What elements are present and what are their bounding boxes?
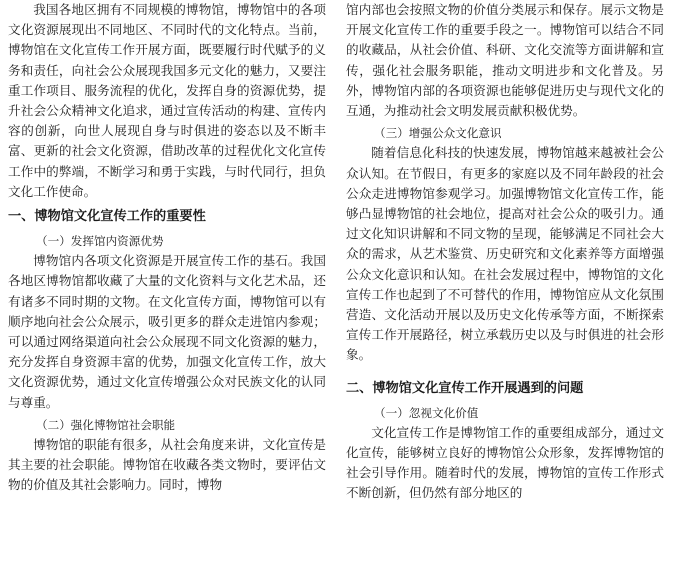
- subsection-heading-awareness: （三）增强公众文化意识: [374, 126, 502, 141]
- left-column: [8, 0, 326, 496]
- resources-paragraph: 博物馆内各项文化资源是开展宣传工作的基石。我国各地区博物馆都收藏了大量的文化资料与文化艺术品，还有诸多不同时期的文物。在文化宣传方面，博物馆可以有顺序地向社会公众展示，吸引更多的群众走进馆内参观；可以通过网络渠道向社会公众展现不同文化资源的魅力，充分发挥自身资源丰富的优势，加强文化宣传工作，放大文化资源优势，通过文化宣传增强公众对民族文化的认同与尊重。: [8, 253, 326, 410]
- section-heading-problems: 二、博物馆文化宣传工作开展遇到的问题: [346, 380, 584, 396]
- subsection-heading-cultural-value: （一）忽视文化价值: [374, 405, 479, 420]
- right-column: [346, 0, 664, 504]
- continued-paragraph: 馆内部也会按照文物的价值分类展示和保存。展示文物是开展文化宣传工作的重要手段之一。博物馆可以结合不同的收藏品，从社会价值、科研、文化交流等方面讲解和宣传，强化社会服务职能，推动文明进步和文化普及。另外，博物馆内部的各项资源也能够促进历史与现代文化的互通，为推动社会文明发展贡献积极优势。: [346, 2, 664, 119]
- subsection-heading-social-function: （二）强化博物馆社会职能: [36, 417, 176, 432]
- section-heading-importance: 一、博物馆文化宣传工作的重要性: [8, 209, 206, 225]
- awareness-paragraph: 随着信息化科技的快速发展，博物馆越来越被社会公众认知。在节假日，有更多的家庭以及不同年龄段的社会公众走进博物馆参观学习。加强博物馆文化宣传工作，能够凸显博物馆的社会地位，提高对社会公众的吸引力。通过文化知识讲解和不同文物的呈现，能够满足不同社会大众的需求，从艺术鉴赏、历史研究和文化素养等方面增强公众文化意识和认知。在社会发展过程中，博物馆的文化宣传工作也起到了不可替代的作用，博物馆应从文化氛围营造、文化活动开展以及历史文化传承等方面，不断探索宣传工作开展路径，树立承载历史以及与时俱进的社会形象。: [346, 145, 664, 363]
- social-function-paragraph: 博物馆的职能有很多，从社会角度来讲，文化宣传是其主要的社会职能。博物馆在收藏各类文物时，要评估文物的价值及其社会影响力。同时，博物: [8, 437, 326, 493]
- cultural-value-paragraph: 文化宣传工作是博物馆工作的重要组成部分，通过文化宣传，能够树立良好的博物馆公众形象，发挥博物馆的社会引导作用。随着时代的发展，博物馆的宣传工作形式不断创新，但仍然有部分地区的: [346, 424, 664, 501]
- subsection-heading-resources: （一）发挥馆内资源优势: [36, 234, 164, 249]
- intro-paragraph: 我国各地区拥有不同规模的博物馆，博物馆中的各项文化资源展现出不同地区、不同时代的文化特点。当前，博物馆在文化宣传工作开展方面，既要履行时代赋予的义务和责任，向社会公众展现我国多元文化的魅力，又要注重工作项目、服务流程的优化，发挥自身的资源优势，提升社会公众精神文化追求，通过宣传活动的构建、宣传内容的创新，向世人展现自身与时俱进的姿态以及不断丰富、更新的社会文化资源，借助改革的过程优化文化宣传工作中的弊端，不断学习和勇于实践，与时代同行，担负文化工作使命。: [8, 2, 326, 199]
